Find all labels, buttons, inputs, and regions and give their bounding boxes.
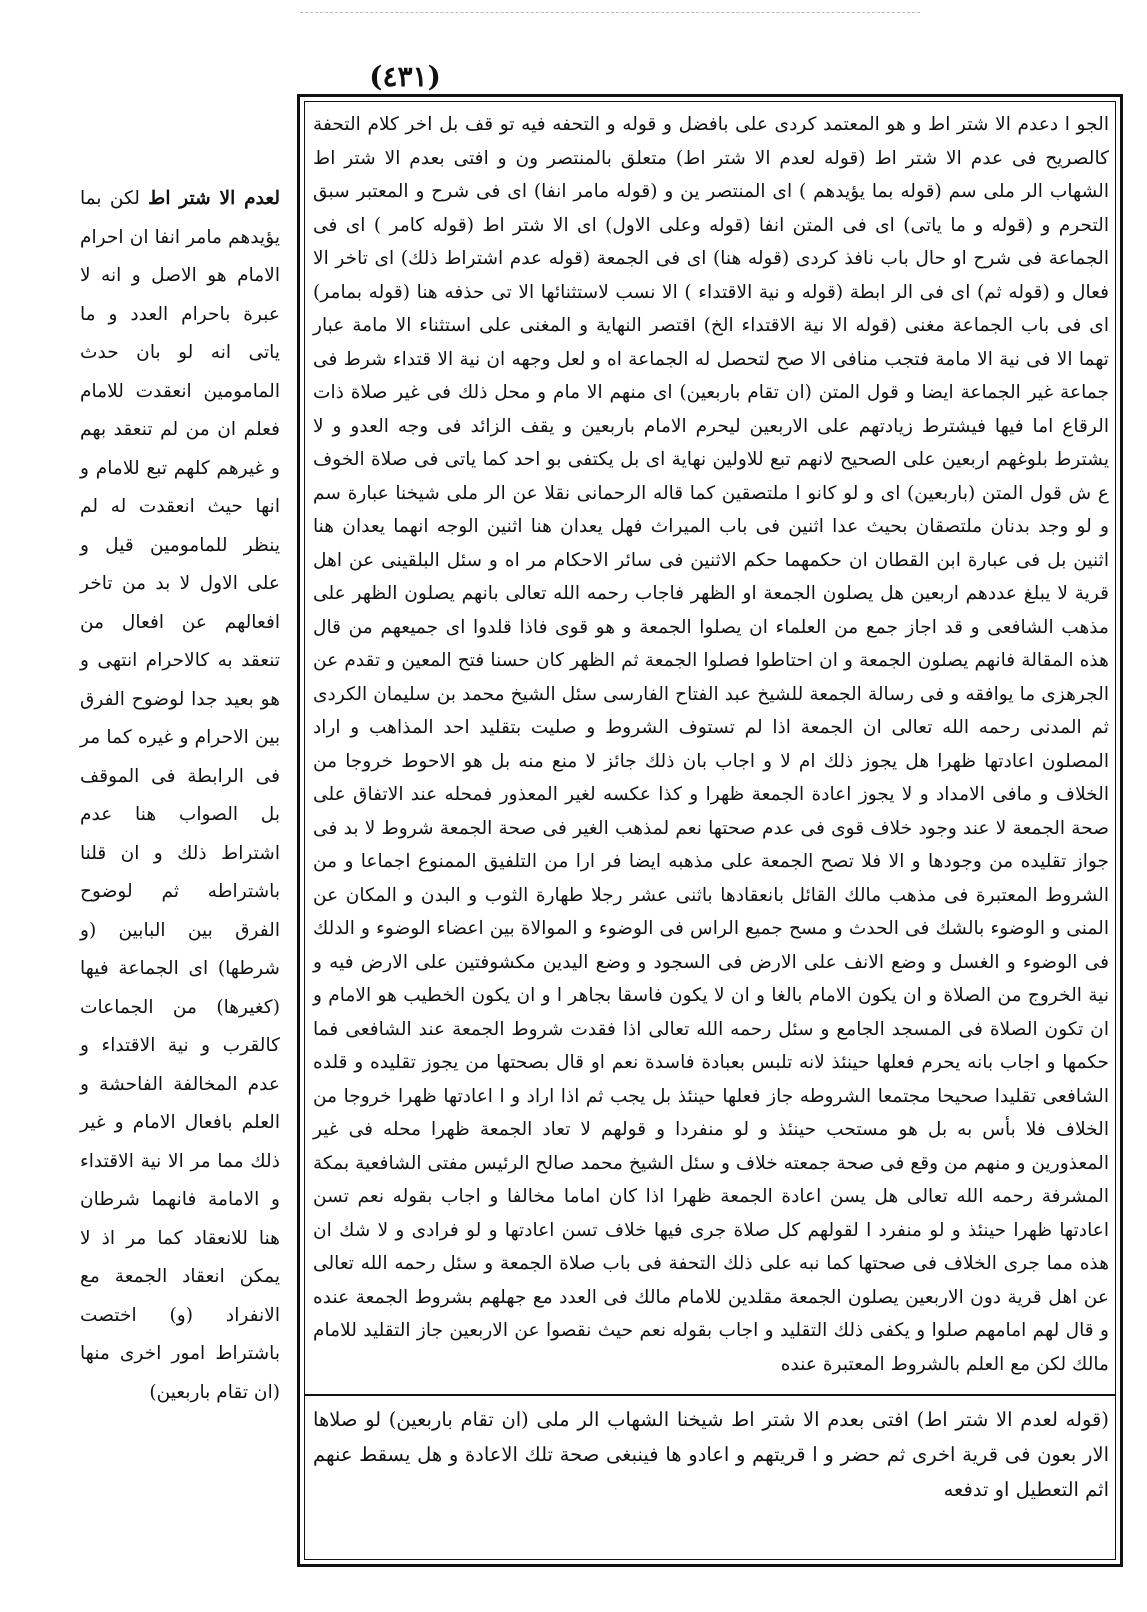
top-rule	[300, 12, 920, 13]
main-text-frame	[297, 94, 1123, 1567]
main-text-block: الجو ا دعدم الا شتر اط و هو المعتمد كردى على بافضل و قوله و التحفه فيه تو قف بل اخر كلام التحفة كالصريح فى عدم الا شتر اط (قوله لعدم الا شتر اط) متعلق بالمنتصر ون و افتى بعدم الا شتر اط الشهاب الر ملى سم (قوله بما يؤيدهم ) اى المنتصر ين و (قوله مامر انفا) اى فى شرح و المعتبر سبق التحرم و (قوله و ما ياتى) اى فى المتن انفا (قوله وعلى الاول) اى الا شتر اط (قوله كامر ) اى فى الجماعة فى شرح او حال باب نافذ كردى (قوله هنا) اى فى الجمعة (قوله عدم اشتراط ذلك) اى تاخر الا فعال و (قوله ثم) اى فى الر ابطة (قوله و نية الاقتداء ) الا نسب لاستثنائها الا تى حذفه هنا (قوله بمامر) اى فى باب الجماعة مغنى (قوله الا نية الاقتداء الخ) اقتصر النهاية و المغنى على استثناء الا مامة عبار تهما الا فى نية الا مامة فتجب منافى الا صح لتحصل له الجماعة اه و لعل وجهه ان نية الا قتداء شرط فى جماعة غير الجماعة ايضا و قول المتن (ان تقام باربعين) اى منهم الا مام و محل ذلك فى غير صلاة ذات الرقاع اما فيها فيشترط زيادتهم على الاربعين ليحرم الامام باربعين و يقف الزائد فى وجه العدو و لا يشترط بلوغهم اربعين على الصحيح لانهم تبع للاولين نهاية اى بل يكتفى بو احد كما ياتى فى صلاة الخوف ع ش قول المتن (باربعين) اى و لو كانو ا ملتصقين كما قاله الرحمانى نقلا عن الر ملى شيخنا عبارة سم و لو وجد بدنان ملتصقان بحيث عدا اثنين فى باب الميراث فهل يعدان هنا اثنين الوجه انهما يعدان هنا اثنين بل فى عبارة ابن القطان ان حكمهما حكم الاثنين فى سائر الاحكام مر اه و سئل البلقينى عن اهل قرية لا يبلغ عددهم اربعين هل يصلون الجمعة او الظهر فاجاب رحمه الله تعالى بانهم يصلون الظهر على مذهب الشافعى و قد اجاز جمع من العلماء ان يصلوا الجمعة و هو قوى فاذا قلدوا اى جميعهم من قال هذه المقالة فانهم يصلون الجمعة و ان احتاطوا فصلوا الجمعة ثم الظهر كان حسنا فتح المعين و تقدم عن الجرهزى ما يوافقه و فى رسالة الجمعة للشيخ عبد الفتاح الفارسى سئل الشيخ محمد بن سليمان الكردى ثم المدنى رحمه الله تعالى ان الجمعة اذا لم تستوف الشروط و صليت بتقليد احد المذاهب و اراد المصلون اعادتها ظهرا هل يجوز ذلك ام لا و اجاب بان ذلك جائز لا منع منه بل هو الاحوط خروجا من الخلاف و مافى الامداد و لا يجوز اعادة الجمعة ظهرا و كذا عكسه لغير المعذور فمحله عند الاتفاق على صحة الجمعة لا عند وجود خلاف قوى فى عدم صحتها نعم لمذهب الغير فى صحة الجمعة شروط لا بد فى جواز تقليده من وجودها و الا فلا تصح الجمعة على مذهبه ايضا فر ارا من التلفيق الممنوع اجماعا و من الشروط المعتبرة فى مذهب مالك القائل بانعقادها باثنى عشر رجلا طهارة الثوب و البدن و المكان عن المنى و الوضوء بالشك فى الحدث و مسح جميع الراس فى الوضوء و الموالاة بين اعضاء الوضوء و الدلك فى الوضوء و الغسل و وضع الانف على الارض فى السجود و وضع اليدين مكشوفتين على الارض فيه و نية الخروج من الصلاة و ان يكون الامام بالغا و ان لا يكون فاسقا بجاهر ا و ان يكون الخطيب هو الامام و ان تكون الصلاة فى المسجد الجامع و سئل رحمه الله تعالى اذا فقدت شروط الجمعة عند الشافعى فما حكمها و اجاب بانه يحرم فعلها حينئذ لانه تلبس بعبادة فاسدة نعم او قال بصحتها من يجوز تقليده و قلده الشافعى تقليدا صحيحا مجتمعا الشروطه جاز فعلها حينئذ بل يجب ثم اذا اراد و ا اعادتها ظهرا خروجا من الخلاف فلا بأس به بل هو مستحب حينئذ و لو منفردا و قولهم لا تعاد الجمعة ظهرا محله فى غير المعذورين و منهم من وقع فى صحة جمعته خلاف و سئل الشيخ محمد صالح الرئيس مفتى الشافعية بمكة المشرفة رحمه الله تعالى هل يسن اعادة الجمعة ظهرا اذا كان اماما مخالفا و اجاب بقوله نعم تسن اعادتها ظهرا حينئذ و لو منفرد ا لقولهم كل صلاة جرى فيها خلاف تسن اعادتها و لو فرادى و لا شك ان هذه مما جرى الخلاف فى صحتها كما نبه على ذلك التحفة فى باب صلاة الجمعة و سئل رحمه الله تعالى عن اهل قرية دون الاربعين يصلون الجمعة مقلدين للامام مالك فى العدد مع جهلهم بشروط الجمعة عنده و قال لهم امامهم صلوا و يكفى ذلك التقليد و اجاب بقوله نعم حيث نقصوا عن الاربعين جاز التقليد للامام مالك لكن مع العلم بالشروط المعتبرة عنده	[313, 114, 1110, 1375]
footnote-block: (قوله لعدم الا شتر اط) افتى بعدم الا شتر اط شيخنا الشهاب الر ملى (ان تقام باربعين) لو صلاها الار بعون فى قرية اخرى ثم حضر و ا قريتهم و اعادو ها فينبغى صحة تلك الاعادة و هل يسقط عنهم اثم التعطيل او تدفعه	[313, 1408, 1109, 1501]
margin-commentary-lead: لعدم الا شتر اط	[148, 188, 280, 209]
page-number: (٤٣١)	[369, 60, 441, 93]
main-text-frame-inner	[304, 101, 1116, 1560]
footnote-divider	[305, 1394, 1115, 1396]
margin-commentary	[80, 180, 280, 1403]
margin-commentary-body: لكن بما يؤيدهم مامر انفا ان احرام الامام هو الاصل و انه لا عبرة باحرام العدد و ما ياتى انه لو بان حدث المامومين انعقدت للامام فعلم ان من لم تنعقد بهم و غيرهم كلهم تبع للامام و انها حيث انعقدت له لم ينظر للمامومين قيل و على الاول لا بد من تاخر افعالهم عن افعال من تنعقد به كالاحرام انتهى و هو بعيد جدا لوضوح الفرق بين الاحرام و غيره كما مر فى الرابطة فى الموقف بل الصواب هنا عدم اشتراط ذلك و ان قلنا باشتراطه ثم لوضوح الفرق بين البابين (و شرطها) اى الجماعة فيها (كغيرها) من الجماعات كالقرب و نية الاقتداء و عدم المخالفة الفاحشة و العلم بافعال الامام و غير ذلك مما مر الا نية الاقتداء و الامامة فانهما شرطان هنا للانعقاد كما مر اذ لا يمكن انعقاد الجمعة مع الانفراد (و) اختصت باشتراط امور اخرى منها (ان تقام باربعين)	[80, 188, 280, 1403]
